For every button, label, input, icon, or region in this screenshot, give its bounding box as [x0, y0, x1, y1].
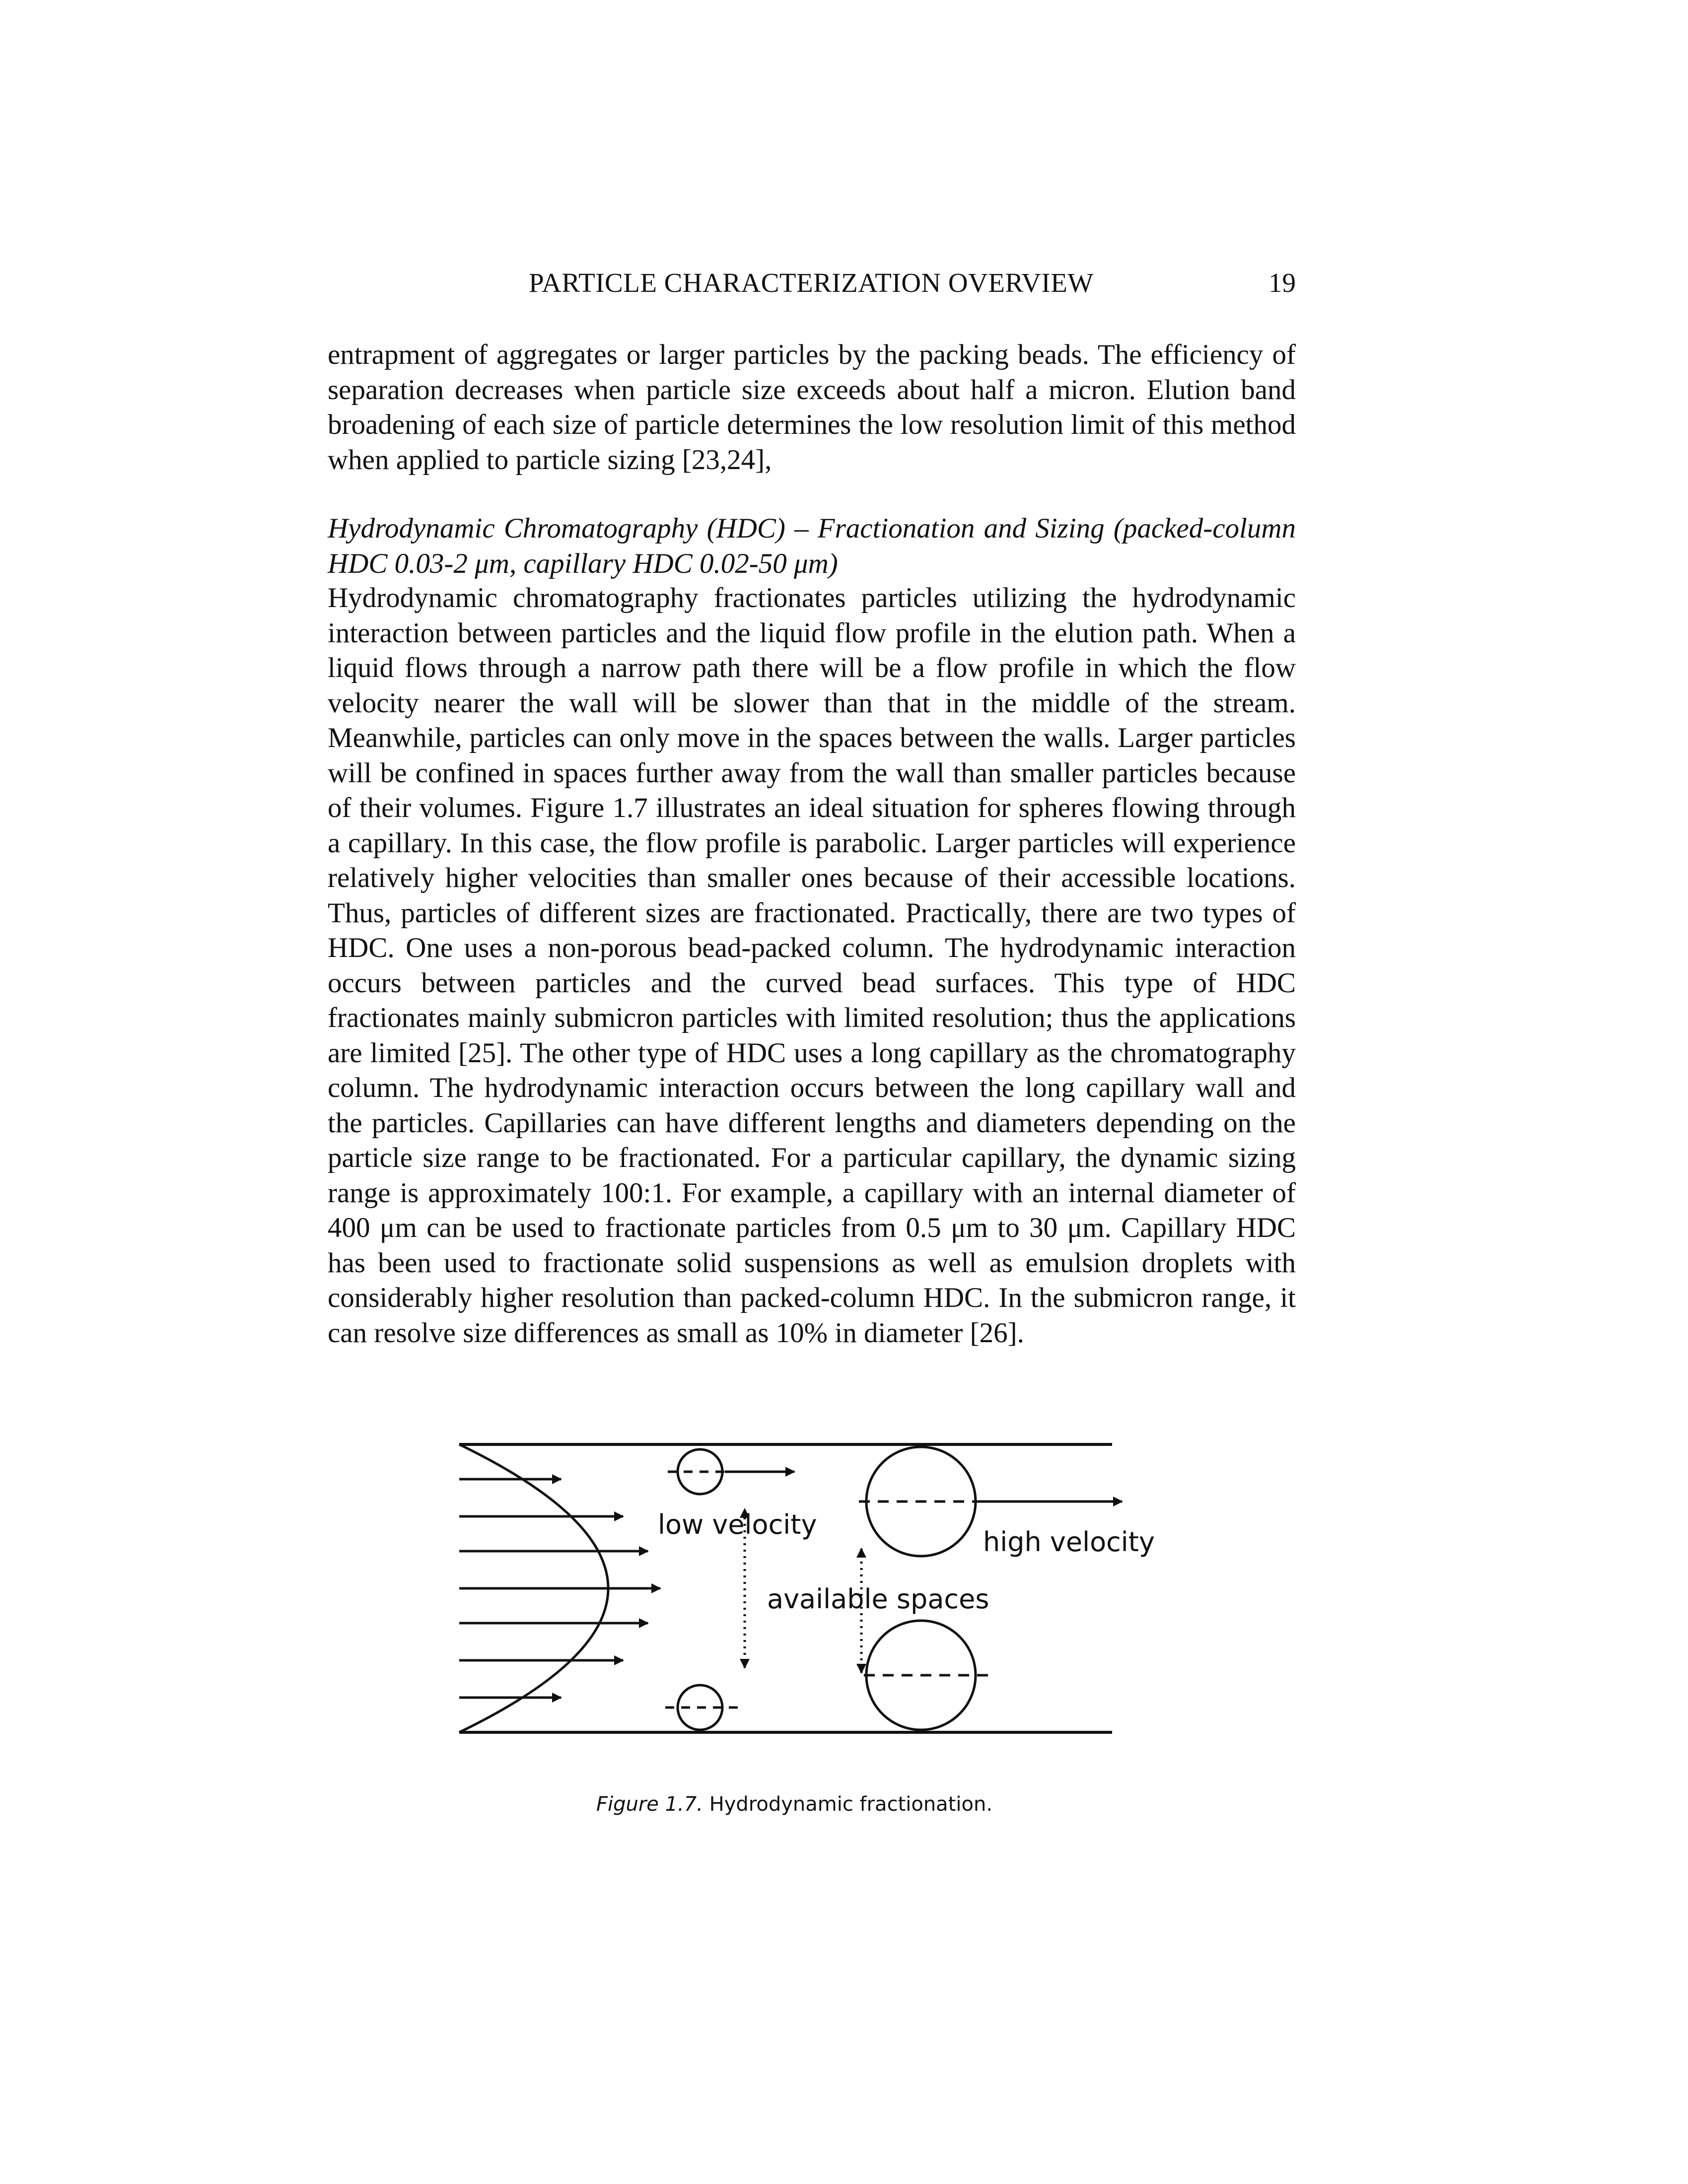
- figure-diagram: [447, 1434, 1162, 1792]
- flow-arrows: [459, 1479, 660, 1698]
- page-number: 19: [1268, 268, 1296, 298]
- running-title: PARTICLE CHARACTERIZATION OVERVIEW: [529, 268, 1094, 298]
- paragraph-hdc: [328, 581, 1296, 1351]
- high-velocity-label: high velocity: [983, 1526, 1155, 1558]
- running-header: [328, 263, 1296, 303]
- paragraph-text: Hydrodynamic chromatography fractionates particles utilizing the hydrodynamic interaction between particles and the liquid flow profile in the elution path. When a liquid flows through a narrow path there will be a flow profile in which the flow velocity nearer the wall will be slower than that in the middle of the stream. Meanwhile, particles can only move in the spaces between the walls. Larger particles will be confined in spaces further away from the wall than smaller particles because of their volumes. Figure 1.7 illustrates an ideal situation for spheres flowing through a capillary. In this case, the flow profile is parabolic. Larger particles will experience relatively higher velocities than smaller ones because of their accessible locations. Thus, particles of different sizes are fractionated. Practically, there are two types of HDC. One uses a non-porous bead-packed column. The hydrodynamic interaction occurs between particles and the curved bead surfaces. This type of HDC fractionates mainly submicron particles with limited resolution; thus the applications are limited [25]. The other type of HDC uses a long capillary as the chromatography column. The hydrodynamic interaction occurs between the long capillary wall and the particles. Capillaries can have different lengths and diameters depending on the particle size range to be fractionated. For a particular capillary, the dynamic sizing range is approximately 100:1. For example, a capillary with an internal diameter of 400 μm can be used to fractionate particles from 0.5 μm to 30 μm. Capillary HDC has been used to fractionate solid suspensions as well as emulsion droplets with considerably higher resolution than packed-column HDC. In the submicron range, it can resolve size differences as small as 10% in diameter [26].: [328, 582, 1296, 1349]
- low-velocity-label: low velocity: [658, 1509, 817, 1540]
- figure-caption-text: Hydrodynamic fractionation.: [709, 1793, 993, 1816]
- figure-hydrodynamic-fractionation: [447, 1434, 1162, 1792]
- paragraph-continuation: [328, 338, 1296, 478]
- section-heading: [328, 511, 1296, 581]
- figure-caption: [447, 1789, 1142, 1819]
- figure-number: Figure 1.7.: [596, 1793, 703, 1816]
- available-spaces-label: available spaces: [767, 1583, 989, 1615]
- section-heading-text: Hydrodynamic Chromatography (HDC) – Fractionation and Sizing (packed-column HDC 0.03-2 μm, capillary HDC 0.02-50 μm): [328, 513, 1296, 579]
- paragraph-text: entrapment of aggregates or larger particles by the packing beads. The efficiency of separation decreases when particle size exceeds about half a micron. Elution band broadening of each size of particle determines the low resolution limit of this method when applied to particle sizing [23,24],: [328, 339, 1296, 476]
